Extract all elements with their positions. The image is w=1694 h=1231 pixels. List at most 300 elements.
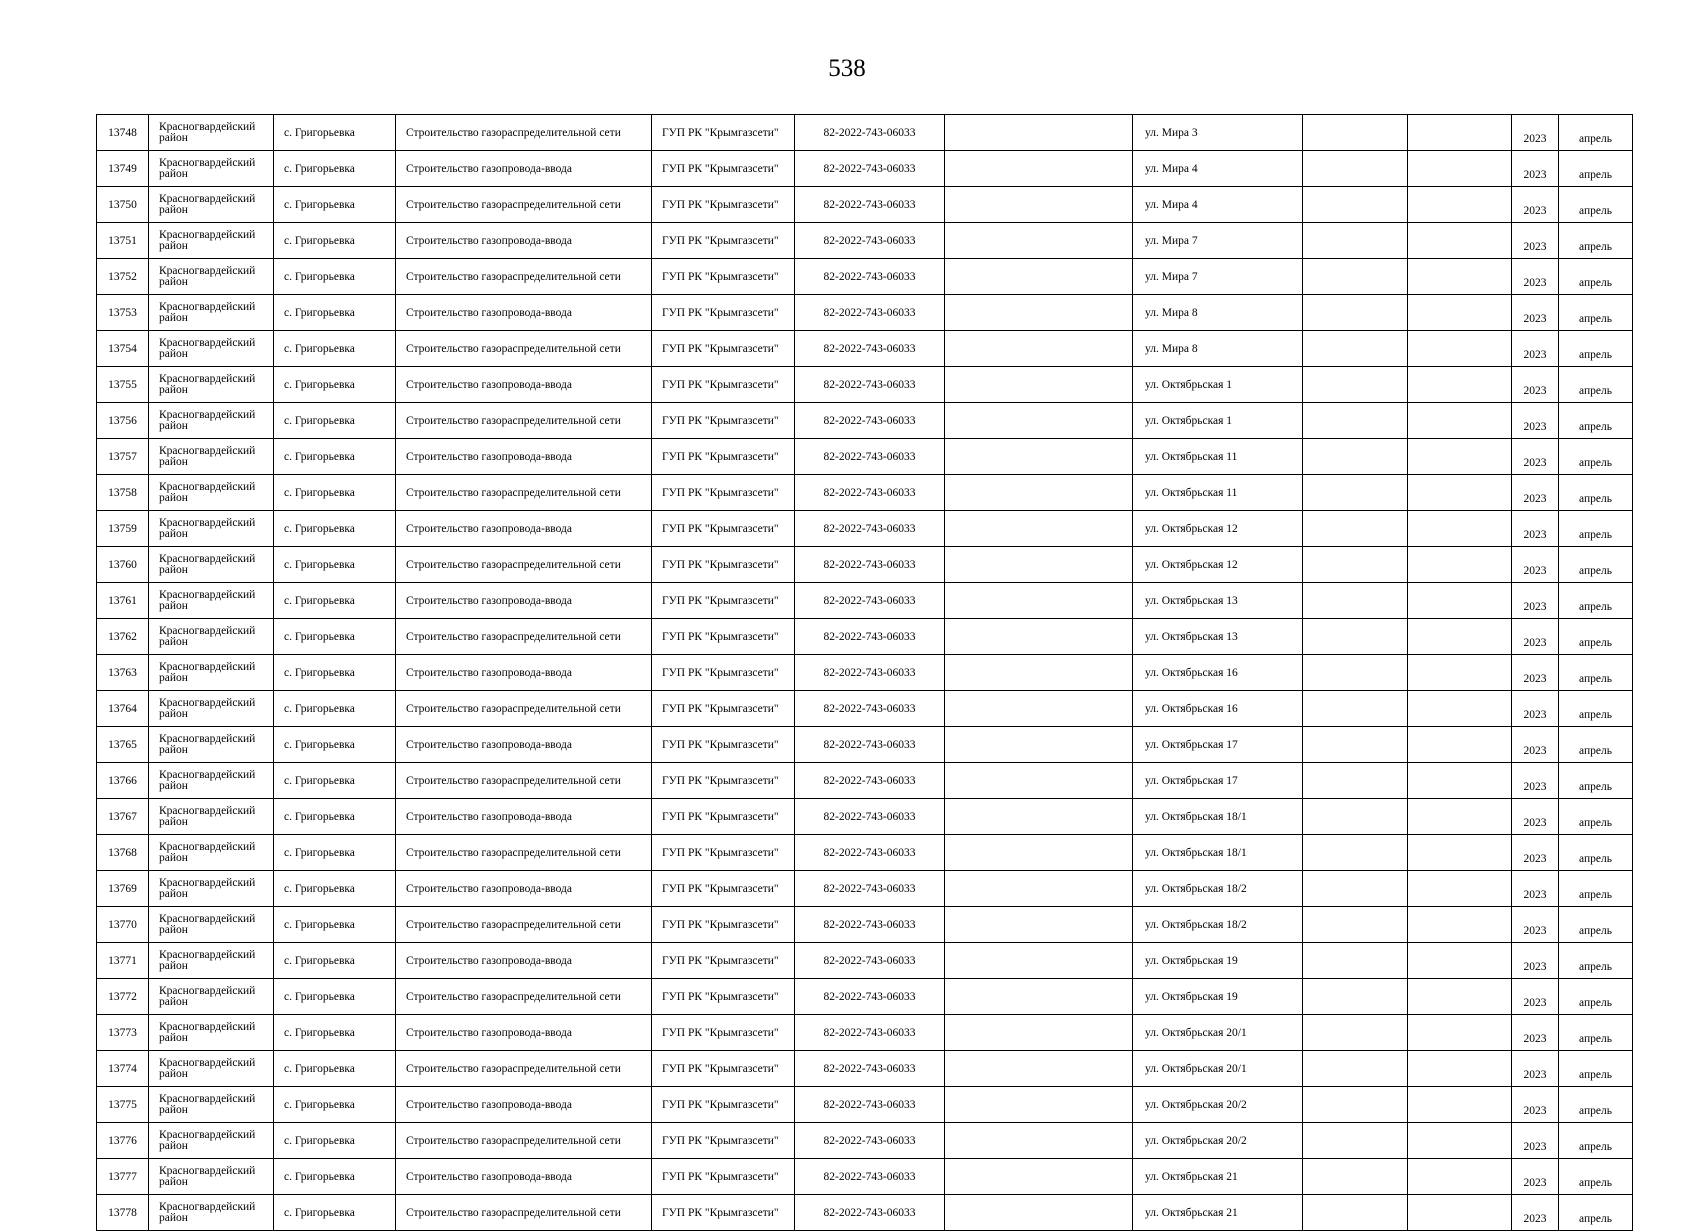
month-cell: апрель bbox=[1559, 367, 1633, 403]
table-row bbox=[97, 223, 1633, 259]
year-cell: 2023 bbox=[1512, 259, 1559, 295]
registry-code-cell: 82-2022-743-06033 bbox=[795, 1015, 945, 1051]
month-cell: апрель bbox=[1559, 1159, 1633, 1195]
empty-cell bbox=[945, 439, 1133, 475]
work-type-cell: Строительство газопровода-ввода bbox=[396, 295, 652, 331]
village-cell: с. Григорьевка bbox=[274, 259, 396, 295]
district-cell: Красногвардейский район bbox=[149, 943, 274, 979]
organization-cell: ГУП РК "Крымгазсети" bbox=[652, 1195, 795, 1231]
row-number: 13776 bbox=[97, 1123, 149, 1159]
month-cell: апрель bbox=[1559, 1195, 1633, 1231]
row-number: 13762 bbox=[97, 619, 149, 655]
empty-cell bbox=[1303, 1087, 1408, 1123]
year-cell: 2023 bbox=[1512, 439, 1559, 475]
address-cell: ул. Октябрьская 21 bbox=[1133, 1195, 1303, 1231]
district-cell: Красногвардейский район bbox=[149, 1015, 274, 1051]
village-cell: с. Григорьевка bbox=[274, 691, 396, 727]
row-number: 13751 bbox=[97, 223, 149, 259]
empty-cell bbox=[1303, 1015, 1408, 1051]
district-cell: Красногвардейский район bbox=[149, 259, 274, 295]
organization-cell: ГУП РК "Крымгазсети" bbox=[652, 691, 795, 727]
row-number: 13765 bbox=[97, 727, 149, 763]
organization-cell: ГУП РК "Крымгазсети" bbox=[652, 1123, 795, 1159]
address-cell: ул. Мира 3 bbox=[1133, 115, 1303, 151]
address-cell: ул. Октябрьская 12 bbox=[1133, 547, 1303, 583]
village-cell: с. Григорьевка bbox=[274, 1123, 396, 1159]
empty-cell bbox=[945, 583, 1133, 619]
address-cell: ул. Октябрьская 13 bbox=[1133, 619, 1303, 655]
empty-cell bbox=[945, 475, 1133, 511]
registry-code-cell: 82-2022-743-06033 bbox=[795, 295, 945, 331]
empty-cell bbox=[1408, 943, 1512, 979]
year-cell: 2023 bbox=[1512, 763, 1559, 799]
work-type-cell: Строительство газораспределительной сети bbox=[396, 1123, 652, 1159]
year-cell: 2023 bbox=[1512, 1015, 1559, 1051]
year-cell: 2023 bbox=[1512, 655, 1559, 691]
registry-code-cell: 82-2022-743-06033 bbox=[795, 511, 945, 547]
year-cell: 2023 bbox=[1512, 223, 1559, 259]
work-type-cell: Строительство газораспределительной сети bbox=[396, 475, 652, 511]
registry-code-cell: 82-2022-743-06033 bbox=[795, 727, 945, 763]
year-cell: 2023 bbox=[1512, 1195, 1559, 1231]
row-number: 13764 bbox=[97, 691, 149, 727]
month-cell: апрель bbox=[1559, 475, 1633, 511]
registry-code-cell: 82-2022-743-06033 bbox=[795, 475, 945, 511]
empty-cell bbox=[1303, 259, 1408, 295]
address-cell: ул. Октябрьская 11 bbox=[1133, 475, 1303, 511]
work-type-cell: Строительство газопровода-ввода bbox=[396, 1087, 652, 1123]
address-cell: ул. Октябрьская 18/1 bbox=[1133, 835, 1303, 871]
year-cell: 2023 bbox=[1512, 835, 1559, 871]
table-row bbox=[97, 943, 1633, 979]
empty-cell bbox=[1303, 295, 1408, 331]
organization-cell: ГУП РК "Крымгазсети" bbox=[652, 259, 795, 295]
table-row bbox=[97, 367, 1633, 403]
table-row bbox=[97, 439, 1633, 475]
row-number: 13775 bbox=[97, 1087, 149, 1123]
month-cell: апрель bbox=[1559, 547, 1633, 583]
month-cell: апрель bbox=[1559, 691, 1633, 727]
district-cell: Красногвардейский район bbox=[149, 511, 274, 547]
table-row bbox=[97, 979, 1633, 1015]
organization-cell: ГУП РК "Крымгазсети" bbox=[652, 223, 795, 259]
registry-code-cell: 82-2022-743-06033 bbox=[795, 439, 945, 475]
empty-cell bbox=[1408, 799, 1512, 835]
registry-code-cell: 82-2022-743-06033 bbox=[795, 151, 945, 187]
empty-cell bbox=[1303, 1159, 1408, 1195]
month-cell: апрель bbox=[1559, 655, 1633, 691]
year-cell: 2023 bbox=[1512, 511, 1559, 547]
month-cell: апрель bbox=[1559, 295, 1633, 331]
work-type-cell: Строительство газопровода-ввода bbox=[396, 799, 652, 835]
month-cell: апрель bbox=[1559, 619, 1633, 655]
month-cell: апрель bbox=[1559, 763, 1633, 799]
work-type-cell: Строительство газораспределительной сети bbox=[396, 403, 652, 439]
address-cell: ул. Октябрьская 18/2 bbox=[1133, 907, 1303, 943]
month-cell: апрель bbox=[1559, 979, 1633, 1015]
table-row bbox=[97, 403, 1633, 439]
empty-cell bbox=[945, 1015, 1133, 1051]
empty-cell bbox=[1303, 331, 1408, 367]
organization-cell: ГУП РК "Крымгазсети" bbox=[652, 511, 795, 547]
row-number: 13772 bbox=[97, 979, 149, 1015]
month-cell: апрель bbox=[1559, 439, 1633, 475]
empty-cell bbox=[1303, 187, 1408, 223]
district-cell: Красногвардейский район bbox=[149, 187, 274, 223]
registry-code-cell: 82-2022-743-06033 bbox=[795, 1159, 945, 1195]
year-cell: 2023 bbox=[1512, 547, 1559, 583]
year-cell: 2023 bbox=[1512, 727, 1559, 763]
registry-code-cell: 82-2022-743-06033 bbox=[795, 115, 945, 151]
district-cell: Красногвардейский район bbox=[149, 727, 274, 763]
table-body bbox=[97, 115, 1633, 1231]
address-cell: ул. Октябрьская 18/1 bbox=[1133, 799, 1303, 835]
row-number: 13768 bbox=[97, 835, 149, 871]
month-cell: апрель bbox=[1559, 187, 1633, 223]
empty-cell bbox=[945, 1087, 1133, 1123]
row-number: 13771 bbox=[97, 943, 149, 979]
year-cell: 2023 bbox=[1512, 1087, 1559, 1123]
empty-cell bbox=[945, 547, 1133, 583]
work-type-cell: Строительство газораспределительной сети bbox=[396, 1051, 652, 1087]
empty-cell bbox=[945, 799, 1133, 835]
work-type-cell: Строительство газораспределительной сети bbox=[396, 259, 652, 295]
registry-code-cell: 82-2022-743-06033 bbox=[795, 907, 945, 943]
empty-cell bbox=[945, 763, 1133, 799]
empty-cell bbox=[1408, 331, 1512, 367]
work-type-cell: Строительство газопровода-ввода bbox=[396, 367, 652, 403]
district-cell: Красногвардейский район bbox=[149, 547, 274, 583]
organization-cell: ГУП РК "Крымгазсети" bbox=[652, 295, 795, 331]
district-cell: Красногвардейский район bbox=[149, 403, 274, 439]
district-cell: Красногвардейский район bbox=[149, 763, 274, 799]
empty-cell bbox=[945, 691, 1133, 727]
empty-cell bbox=[1303, 475, 1408, 511]
empty-cell bbox=[1408, 907, 1512, 943]
district-cell: Красногвардейский район bbox=[149, 1087, 274, 1123]
table-row bbox=[97, 655, 1633, 691]
year-cell: 2023 bbox=[1512, 583, 1559, 619]
row-number: 13756 bbox=[97, 403, 149, 439]
table-row bbox=[97, 1159, 1633, 1195]
organization-cell: ГУП РК "Крымгазсети" bbox=[652, 547, 795, 583]
year-cell: 2023 bbox=[1512, 943, 1559, 979]
empty-cell bbox=[1408, 367, 1512, 403]
year-cell: 2023 bbox=[1512, 1123, 1559, 1159]
year-cell: 2023 bbox=[1512, 619, 1559, 655]
table-row bbox=[97, 799, 1633, 835]
table-row bbox=[97, 115, 1633, 151]
empty-cell bbox=[1408, 583, 1512, 619]
year-cell: 2023 bbox=[1512, 907, 1559, 943]
empty-cell bbox=[945, 367, 1133, 403]
row-number: 13766 bbox=[97, 763, 149, 799]
empty-cell bbox=[1303, 439, 1408, 475]
empty-cell bbox=[1408, 259, 1512, 295]
empty-cell bbox=[945, 187, 1133, 223]
organization-cell: ГУП РК "Крымгазсети" bbox=[652, 979, 795, 1015]
table-row bbox=[97, 691, 1633, 727]
empty-cell bbox=[1408, 547, 1512, 583]
year-cell: 2023 bbox=[1512, 151, 1559, 187]
month-cell: апрель bbox=[1559, 511, 1633, 547]
district-cell: Красногвардейский район bbox=[149, 1159, 274, 1195]
village-cell: с. Григорьевка bbox=[274, 187, 396, 223]
empty-cell bbox=[1408, 295, 1512, 331]
empty-cell bbox=[1408, 655, 1512, 691]
organization-cell: ГУП РК "Крымгазсети" bbox=[652, 583, 795, 619]
village-cell: с. Григорьевка bbox=[274, 547, 396, 583]
address-cell: ул. Мира 7 bbox=[1133, 223, 1303, 259]
work-type-cell: Строительство газопровода-ввода bbox=[396, 223, 652, 259]
empty-cell bbox=[1408, 1015, 1512, 1051]
empty-cell bbox=[1303, 619, 1408, 655]
work-type-cell: Строительство газопровода-ввода bbox=[396, 151, 652, 187]
table-row bbox=[97, 511, 1633, 547]
row-number: 13759 bbox=[97, 511, 149, 547]
village-cell: с. Григорьевка bbox=[274, 763, 396, 799]
registry-code-cell: 82-2022-743-06033 bbox=[795, 1123, 945, 1159]
empty-cell bbox=[945, 1123, 1133, 1159]
district-cell: Красногвардейский район bbox=[149, 331, 274, 367]
empty-cell bbox=[1303, 763, 1408, 799]
registry-code-cell: 82-2022-743-06033 bbox=[795, 691, 945, 727]
empty-cell bbox=[1408, 871, 1512, 907]
registry-code-cell: 82-2022-743-06033 bbox=[795, 259, 945, 295]
empty-cell bbox=[1408, 763, 1512, 799]
empty-cell bbox=[1408, 691, 1512, 727]
empty-cell bbox=[1303, 115, 1408, 151]
work-type-cell: Строительство газопровода-ввода bbox=[396, 655, 652, 691]
work-type-cell: Строительство газопровода-ввода bbox=[396, 1159, 652, 1195]
address-cell: ул. Октябрьская 20/2 bbox=[1133, 1087, 1303, 1123]
empty-cell bbox=[1303, 907, 1408, 943]
row-number: 13758 bbox=[97, 475, 149, 511]
registry-code-cell: 82-2022-743-06033 bbox=[795, 655, 945, 691]
work-type-cell: Строительство газопровода-ввода bbox=[396, 511, 652, 547]
district-cell: Красногвардейский район bbox=[149, 871, 274, 907]
district-cell: Красногвардейский район bbox=[149, 115, 274, 151]
row-number: 13778 bbox=[97, 1195, 149, 1231]
empty-cell bbox=[1408, 727, 1512, 763]
district-cell: Красногвардейский район bbox=[149, 979, 274, 1015]
month-cell: апрель bbox=[1559, 1015, 1633, 1051]
year-cell: 2023 bbox=[1512, 331, 1559, 367]
table-row bbox=[97, 151, 1633, 187]
empty-cell bbox=[1303, 835, 1408, 871]
month-cell: апрель bbox=[1559, 1123, 1633, 1159]
work-type-cell: Строительство газораспределительной сети bbox=[396, 115, 652, 151]
organization-cell: ГУП РК "Крымгазсети" bbox=[652, 727, 795, 763]
organization-cell: ГУП РК "Крымгазсети" bbox=[652, 655, 795, 691]
empty-cell bbox=[1408, 835, 1512, 871]
organization-cell: ГУП РК "Крымгазсети" bbox=[652, 1087, 795, 1123]
month-cell: апрель bbox=[1559, 1051, 1633, 1087]
month-cell: апрель bbox=[1559, 115, 1633, 151]
district-cell: Красногвардейский район bbox=[149, 439, 274, 475]
organization-cell: ГУП РК "Крымгазсети" bbox=[652, 151, 795, 187]
village-cell: с. Григорьевка bbox=[274, 331, 396, 367]
organization-cell: ГУП РК "Крымгазсети" bbox=[652, 943, 795, 979]
village-cell: с. Григорьевка bbox=[274, 511, 396, 547]
village-cell: с. Григорьевка bbox=[274, 367, 396, 403]
empty-cell bbox=[945, 871, 1133, 907]
address-cell: ул. Октябрьская 20/1 bbox=[1133, 1051, 1303, 1087]
registry-code-cell: 82-2022-743-06033 bbox=[795, 367, 945, 403]
district-cell: Красногвардейский район bbox=[149, 835, 274, 871]
registry-code-cell: 82-2022-743-06033 bbox=[795, 763, 945, 799]
row-number: 13760 bbox=[97, 547, 149, 583]
registry-code-cell: 82-2022-743-06033 bbox=[795, 979, 945, 1015]
empty-cell bbox=[1408, 187, 1512, 223]
empty-cell bbox=[1408, 475, 1512, 511]
address-cell: ул. Мира 8 bbox=[1133, 295, 1303, 331]
empty-cell bbox=[945, 1159, 1133, 1195]
address-cell: ул. Мира 4 bbox=[1133, 187, 1303, 223]
district-cell: Красногвардейский район bbox=[149, 1123, 274, 1159]
empty-cell bbox=[1303, 691, 1408, 727]
empty-cell bbox=[1303, 1051, 1408, 1087]
work-type-cell: Строительство газораспределительной сети bbox=[396, 331, 652, 367]
address-cell: ул. Октябрьская 20/2 bbox=[1133, 1123, 1303, 1159]
village-cell: с. Григорьевка bbox=[274, 907, 396, 943]
village-cell: с. Григорьевка bbox=[274, 799, 396, 835]
table-row bbox=[97, 727, 1633, 763]
village-cell: с. Григорьевка bbox=[274, 727, 396, 763]
year-cell: 2023 bbox=[1512, 403, 1559, 439]
work-type-cell: Строительство газораспределительной сети bbox=[396, 979, 652, 1015]
work-type-cell: Строительство газораспределительной сети bbox=[396, 547, 652, 583]
organization-cell: ГУП РК "Крымгазсети" bbox=[652, 799, 795, 835]
district-cell: Красногвардейский район bbox=[149, 475, 274, 511]
table-row bbox=[97, 259, 1633, 295]
district-cell: Красногвардейский район bbox=[149, 151, 274, 187]
district-cell: Красногвардейский район bbox=[149, 619, 274, 655]
address-cell: ул. Октябрьская 19 bbox=[1133, 943, 1303, 979]
village-cell: с. Григорьевка bbox=[274, 979, 396, 1015]
address-cell: ул. Октябрьская 1 bbox=[1133, 403, 1303, 439]
year-cell: 2023 bbox=[1512, 295, 1559, 331]
district-cell: Красногвардейский район bbox=[149, 655, 274, 691]
address-cell: ул. Октябрьская 16 bbox=[1133, 655, 1303, 691]
empty-cell bbox=[1408, 1051, 1512, 1087]
registry-code-cell: 82-2022-743-06033 bbox=[795, 619, 945, 655]
year-cell: 2023 bbox=[1512, 475, 1559, 511]
work-type-cell: Строительство газопровода-ввода bbox=[396, 727, 652, 763]
empty-cell bbox=[1408, 511, 1512, 547]
row-number: 13749 bbox=[97, 151, 149, 187]
district-cell: Красногвардейский район bbox=[149, 223, 274, 259]
year-cell: 2023 bbox=[1512, 187, 1559, 223]
month-cell: апрель bbox=[1559, 727, 1633, 763]
work-type-cell: Строительство газораспределительной сети bbox=[396, 1195, 652, 1231]
empty-cell bbox=[945, 403, 1133, 439]
row-number: 13750 bbox=[97, 187, 149, 223]
table-row bbox=[97, 1123, 1633, 1159]
row-number: 13774 bbox=[97, 1051, 149, 1087]
registry-code-cell: 82-2022-743-06033 bbox=[795, 1195, 945, 1231]
village-cell: с. Григорьевка bbox=[274, 1051, 396, 1087]
empty-cell bbox=[945, 835, 1133, 871]
organization-cell: ГУП РК "Крымгазсети" bbox=[652, 439, 795, 475]
empty-cell bbox=[1303, 727, 1408, 763]
empty-cell bbox=[1303, 979, 1408, 1015]
empty-cell bbox=[1408, 979, 1512, 1015]
registry-code-cell: 82-2022-743-06033 bbox=[795, 871, 945, 907]
village-cell: с. Григорьевка bbox=[274, 475, 396, 511]
organization-cell: ГУП РК "Крымгазсети" bbox=[652, 835, 795, 871]
empty-cell bbox=[1303, 511, 1408, 547]
row-number: 13769 bbox=[97, 871, 149, 907]
address-cell: ул. Октябрьская 20/1 bbox=[1133, 1015, 1303, 1051]
organization-cell: ГУП РК "Крымгазсети" bbox=[652, 115, 795, 151]
village-cell: с. Григорьевка bbox=[274, 223, 396, 259]
address-cell: ул. Октябрьская 18/2 bbox=[1133, 871, 1303, 907]
registry-code-cell: 82-2022-743-06033 bbox=[795, 331, 945, 367]
empty-cell bbox=[1408, 151, 1512, 187]
month-cell: апрель bbox=[1559, 799, 1633, 835]
work-type-cell: Строительство газораспределительной сети bbox=[396, 187, 652, 223]
table-row bbox=[97, 583, 1633, 619]
month-cell: апрель bbox=[1559, 403, 1633, 439]
empty-cell bbox=[1303, 547, 1408, 583]
organization-cell: ГУП РК "Крымгазсети" bbox=[652, 1159, 795, 1195]
village-cell: с. Григорьевка bbox=[274, 619, 396, 655]
registry-table bbox=[96, 114, 1633, 1231]
table-row bbox=[97, 187, 1633, 223]
table-row bbox=[97, 907, 1633, 943]
row-number: 13755 bbox=[97, 367, 149, 403]
empty-cell bbox=[1303, 151, 1408, 187]
organization-cell: ГУП РК "Крымгазсети" bbox=[652, 763, 795, 799]
empty-cell bbox=[945, 907, 1133, 943]
month-cell: апрель bbox=[1559, 871, 1633, 907]
organization-cell: ГУП РК "Крымгазсети" bbox=[652, 187, 795, 223]
empty-cell bbox=[1303, 799, 1408, 835]
district-cell: Красногвардейский район bbox=[149, 799, 274, 835]
organization-cell: ГУП РК "Крымгазсети" bbox=[652, 907, 795, 943]
village-cell: с. Григорьевка bbox=[274, 655, 396, 691]
empty-cell bbox=[1303, 583, 1408, 619]
row-number: 13767 bbox=[97, 799, 149, 835]
organization-cell: ГУП РК "Крымгазсети" bbox=[652, 871, 795, 907]
empty-cell bbox=[945, 979, 1133, 1015]
table-row bbox=[97, 763, 1633, 799]
row-number: 13754 bbox=[97, 331, 149, 367]
row-number: 13773 bbox=[97, 1015, 149, 1051]
empty-cell bbox=[945, 295, 1133, 331]
village-cell: с. Григорьевка bbox=[274, 835, 396, 871]
address-cell: ул. Октябрьская 19 bbox=[1133, 979, 1303, 1015]
table-row bbox=[97, 1087, 1633, 1123]
district-cell: Красногвардейский район bbox=[149, 295, 274, 331]
year-cell: 2023 bbox=[1512, 1051, 1559, 1087]
empty-cell bbox=[945, 655, 1133, 691]
empty-cell bbox=[945, 511, 1133, 547]
village-cell: с. Григорьевка bbox=[274, 115, 396, 151]
registry-code-cell: 82-2022-743-06033 bbox=[795, 799, 945, 835]
empty-cell bbox=[945, 619, 1133, 655]
month-cell: апрель bbox=[1559, 259, 1633, 295]
address-cell: ул. Мира 7 bbox=[1133, 259, 1303, 295]
month-cell: апрель bbox=[1559, 1087, 1633, 1123]
year-cell: 2023 bbox=[1512, 367, 1559, 403]
year-cell: 2023 bbox=[1512, 871, 1559, 907]
organization-cell: ГУП РК "Крымгазсети" bbox=[652, 331, 795, 367]
district-cell: Красногвардейский район bbox=[149, 367, 274, 403]
empty-cell bbox=[945, 1051, 1133, 1087]
work-type-cell: Строительство газораспределительной сети bbox=[396, 835, 652, 871]
